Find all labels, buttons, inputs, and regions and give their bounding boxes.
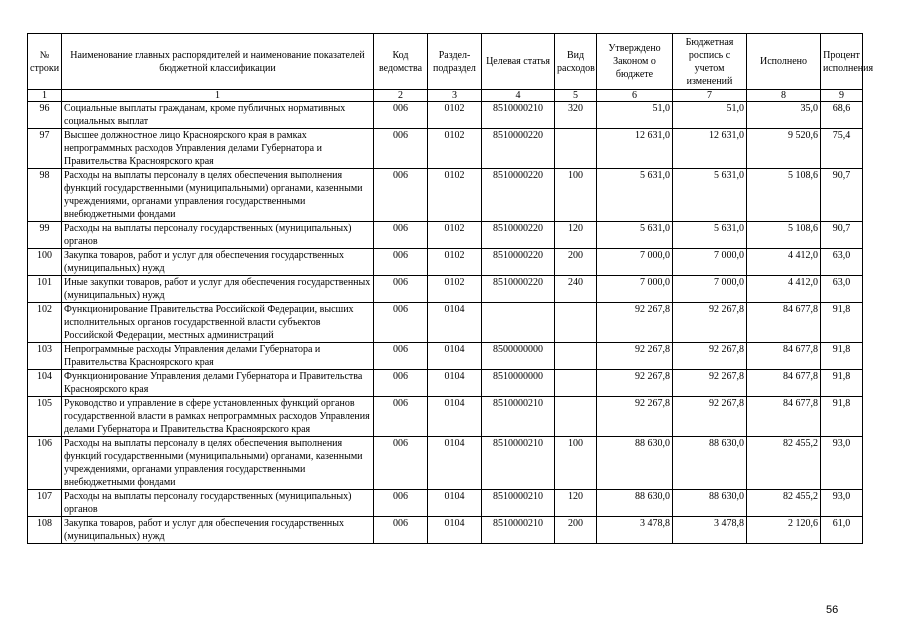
column-number: 5 <box>555 90 597 102</box>
row-target-article: 8510000220 <box>482 169 555 222</box>
column-number: 8 <box>747 90 821 102</box>
budget-table <box>27 33 874 544</box>
row-executed: 9 520,6 <box>747 129 821 169</box>
header-row <box>28 34 863 90</box>
row-department-code: 006 <box>374 129 428 169</box>
row-number: 107 <box>28 490 62 517</box>
row-target-article: 8500000000 <box>482 343 555 370</box>
header-target-article: Целевая статья <box>482 34 555 90</box>
row-approved: 7 000,0 <box>597 276 673 303</box>
row-number: 102 <box>28 303 62 343</box>
column-number: 7 <box>673 90 747 102</box>
row-executed: 82 455,2 <box>747 490 821 517</box>
row-name: Руководство и управление в сфере установленных функций органов государственной власти в рамках непрограммных расходов Управления делами Губернатора и Правительства Красноярского края <box>62 397 374 437</box>
row-percent: 91,8 <box>821 343 863 370</box>
row-expense-type: 320 <box>555 102 597 129</box>
row-expense-type <box>555 343 597 370</box>
row-department-code: 006 <box>374 437 428 490</box>
row-number: 100 <box>28 249 62 276</box>
row-department-code: 006 <box>374 370 428 397</box>
row-number: 98 <box>28 169 62 222</box>
row-percent: 93,0 <box>821 490 863 517</box>
row-expense-type <box>555 129 597 169</box>
table-row <box>28 397 863 437</box>
row-executed: 84 677,8 <box>747 397 821 437</box>
row-name: Расходы на выплаты персоналу государственных (муниципальных) органов <box>62 490 374 517</box>
row-percent: 63,0 <box>821 249 863 276</box>
table-row <box>28 249 863 276</box>
row-section: 0104 <box>428 437 482 490</box>
table-row <box>28 169 863 222</box>
row-section: 0102 <box>428 169 482 222</box>
row-section: 0102 <box>428 222 482 249</box>
row-expense-type <box>555 370 597 397</box>
row-name: Иные закупки товаров, работ и услуг для обеспечения государственных (муниципальных) нужд <box>62 276 374 303</box>
row-executed: 84 677,8 <box>747 303 821 343</box>
table-row <box>28 437 863 490</box>
row-percent: 61,0 <box>821 517 863 544</box>
row-budget-schedule: 88 630,0 <box>673 437 747 490</box>
row-percent: 91,8 <box>821 397 863 437</box>
row-percent: 91,8 <box>821 370 863 397</box>
row-number: 99 <box>28 222 62 249</box>
row-budget-schedule: 5 631,0 <box>673 222 747 249</box>
row-percent: 75,4 <box>821 129 863 169</box>
row-executed: 84 677,8 <box>747 343 821 370</box>
row-section: 0102 <box>428 102 482 129</box>
row-budget-schedule: 3 478,8 <box>673 517 747 544</box>
row-approved: 88 630,0 <box>597 437 673 490</box>
row-budget-schedule: 92 267,8 <box>673 303 747 343</box>
row-budget-schedule: 7 000,0 <box>673 249 747 276</box>
row-section: 0102 <box>428 276 482 303</box>
row-expense-type: 120 <box>555 222 597 249</box>
row-approved: 5 631,0 <box>597 222 673 249</box>
row-target-article: 8510000210 <box>482 437 555 490</box>
row-budget-schedule: 88 630,0 <box>673 490 747 517</box>
row-section: 0104 <box>428 397 482 437</box>
row-target-article: 8510000220 <box>482 249 555 276</box>
row-name: Высшее должностное лицо Красноярского края в рамках непрограммных расходов Управления делами Губернатора и Правительства Красноярского края <box>62 129 374 169</box>
row-percent: 93,0 <box>821 437 863 490</box>
row-budget-schedule: 5 631,0 <box>673 169 747 222</box>
row-number: 104 <box>28 370 62 397</box>
row-budget-schedule: 7 000,0 <box>673 276 747 303</box>
row-name: Социальные выплаты гражданам, кроме публичных нормативных социальных выплат <box>62 102 374 129</box>
row-expense-type: 100 <box>555 169 597 222</box>
row-name: Функционирование Правительства Российской Федерации, высших исполнительных органов государственной власти субъектов Российской Федерации, местных администраций <box>62 303 374 343</box>
row-section: 0104 <box>428 343 482 370</box>
row-approved: 92 267,8 <box>597 370 673 397</box>
column-number-row <box>28 90 863 102</box>
row-approved: 3 478,8 <box>597 517 673 544</box>
row-executed: 35,0 <box>747 102 821 129</box>
row-expense-type: 240 <box>555 276 597 303</box>
row-section: 0104 <box>428 370 482 397</box>
column-number: 1 <box>62 90 374 102</box>
row-expense-type: 200 <box>555 249 597 276</box>
column-number: 6 <box>597 90 673 102</box>
row-approved: 5 631,0 <box>597 169 673 222</box>
header-percent: Процент исполнения <box>821 34 863 90</box>
row-target-article: 8510000210 <box>482 490 555 517</box>
row-department-code: 006 <box>374 169 428 222</box>
row-section: 0104 <box>428 517 482 544</box>
row-department-code: 006 <box>374 343 428 370</box>
row-department-code: 006 <box>374 276 428 303</box>
column-number: 2 <box>374 90 428 102</box>
row-percent: 90,7 <box>821 169 863 222</box>
table-row <box>28 517 863 544</box>
row-target-article: 8510000210 <box>482 517 555 544</box>
row-percent: 90,7 <box>821 222 863 249</box>
table-body <box>28 102 863 544</box>
row-number: 101 <box>28 276 62 303</box>
header-approved: Утверждено Законом о бюджете <box>597 34 673 90</box>
row-target-article: 8510000000 <box>482 370 555 397</box>
row-executed: 4 412,0 <box>747 276 821 303</box>
table-row <box>28 102 863 129</box>
row-executed: 5 108,6 <box>747 169 821 222</box>
row-expense-type: 120 <box>555 490 597 517</box>
row-name: Функционирование Управления делами Губернатора и Правительства Красноярского края <box>62 370 374 397</box>
row-name: Расходы на выплаты персоналу в целях обеспечения выполнения функций государственными (муниципальными) органами, казенными учреждениями, органами управления государственными внебюджетными фондами <box>62 169 374 222</box>
row-department-code: 006 <box>374 397 428 437</box>
row-expense-type: 100 <box>555 437 597 490</box>
row-section: 0104 <box>428 490 482 517</box>
row-approved: 92 267,8 <box>597 397 673 437</box>
row-target-article: 8510000220 <box>482 276 555 303</box>
header-expense-type: Вид расходов <box>555 34 597 90</box>
page-number: 56 <box>826 604 839 616</box>
row-executed: 5 108,6 <box>747 222 821 249</box>
row-approved: 92 267,8 <box>597 303 673 343</box>
row-target-article: 8510000210 <box>482 102 555 129</box>
header-section: Раздел-подраздел <box>428 34 482 90</box>
row-approved: 92 267,8 <box>597 343 673 370</box>
header-row-number: № строки <box>28 34 62 90</box>
row-department-code: 006 <box>374 303 428 343</box>
row-name: Непрограммные расходы Управления делами Губернатора и Правительства Красноярского края <box>62 343 374 370</box>
row-percent: 68,6 <box>821 102 863 129</box>
row-expense-type <box>555 303 597 343</box>
row-number: 105 <box>28 397 62 437</box>
row-budget-schedule: 12 631,0 <box>673 129 747 169</box>
header-executed: Исполнено <box>747 34 821 90</box>
row-name: Расходы на выплаты персоналу в целях обеспечения выполнения функций государственными (муниципальными) органами, казенными учреждениями, органами управления государственными внебюджетными фондами <box>62 437 374 490</box>
header-name: Наименование главных распорядителей и наименование показателей бюджетной классификации <box>62 34 374 90</box>
table-row <box>28 129 863 169</box>
row-approved: 7 000,0 <box>597 249 673 276</box>
row-percent: 91,8 <box>821 303 863 343</box>
header-budget-schedule: Бюджетная роспись с учетом изменений <box>673 34 747 90</box>
row-target-article <box>482 303 555 343</box>
row-department-code: 006 <box>374 249 428 276</box>
row-budget-schedule: 92 267,8 <box>673 370 747 397</box>
row-budget-schedule: 92 267,8 <box>673 343 747 370</box>
row-executed: 84 677,8 <box>747 370 821 397</box>
row-target-article: 8510000220 <box>482 129 555 169</box>
row-department-code: 006 <box>374 517 428 544</box>
row-department-code: 006 <box>374 222 428 249</box>
header-department-code: Код ведомства <box>374 34 428 90</box>
column-number: 4 <box>482 90 555 102</box>
row-number: 106 <box>28 437 62 490</box>
row-department-code: 006 <box>374 490 428 517</box>
table-row <box>28 370 863 397</box>
row-approved: 88 630,0 <box>597 490 673 517</box>
row-executed: 2 120,6 <box>747 517 821 544</box>
column-number: 1 <box>28 90 62 102</box>
table-row <box>28 343 863 370</box>
table-row <box>28 303 863 343</box>
row-department-code: 006 <box>374 102 428 129</box>
row-target-article: 8510000210 <box>482 397 555 437</box>
row-budget-schedule: 92 267,8 <box>673 397 747 437</box>
row-number: 103 <box>28 343 62 370</box>
table-row <box>28 276 863 303</box>
row-number: 108 <box>28 517 62 544</box>
row-expense-type: 200 <box>555 517 597 544</box>
row-section: 0102 <box>428 129 482 169</box>
row-name: Закупка товаров, работ и услуг для обеспечения государственных (муниципальных) нужд <box>62 249 374 276</box>
row-executed: 82 455,2 <box>747 437 821 490</box>
row-name: Расходы на выплаты персоналу государственных (муниципальных) органов <box>62 222 374 249</box>
column-number: 3 <box>428 90 482 102</box>
row-name: Закупка товаров, работ и услуг для обеспечения государственных (муниципальных) нужд <box>62 517 374 544</box>
row-number: 97 <box>28 129 62 169</box>
row-budget-schedule: 51,0 <box>673 102 747 129</box>
row-executed: 4 412,0 <box>747 249 821 276</box>
row-percent: 63,0 <box>821 276 863 303</box>
column-number: 9 <box>821 90 863 102</box>
row-section: 0102 <box>428 249 482 276</box>
table-row <box>28 490 863 517</box>
row-number: 96 <box>28 102 62 129</box>
row-expense-type <box>555 397 597 437</box>
row-target-article: 8510000220 <box>482 222 555 249</box>
table-row <box>28 222 863 249</box>
row-section: 0104 <box>428 303 482 343</box>
row-approved: 12 631,0 <box>597 129 673 169</box>
row-approved: 51,0 <box>597 102 673 129</box>
